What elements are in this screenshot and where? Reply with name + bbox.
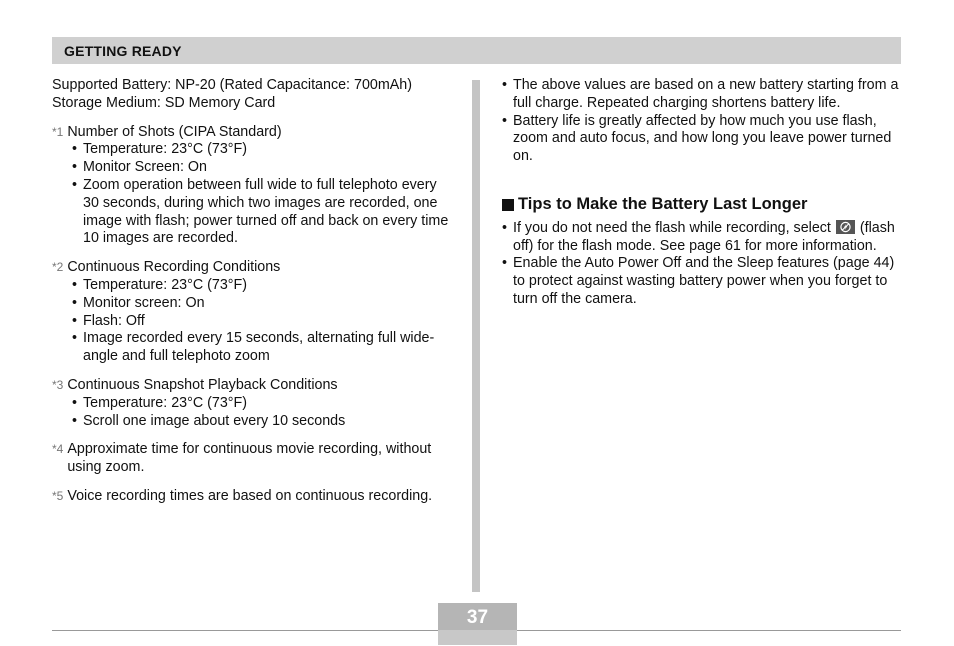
note-marker: *2 bbox=[52, 260, 64, 275]
note-2 bbox=[52, 259, 452, 366]
list-item: • If you do not need the flash while recording, select (flash off) for the flash mode. See page 61 for more information. bbox=[502, 219, 895, 254]
page-number: 37 bbox=[466, 607, 489, 628]
list-item: • Monitor Screen: On bbox=[72, 159, 207, 176]
note-marker: *4 bbox=[52, 442, 64, 457]
left-column bbox=[52, 77, 452, 506]
tips-heading-text: Tips to Make the Battery Last Longer bbox=[518, 194, 808, 213]
note-3 bbox=[52, 377, 452, 430]
list-item: • Zoom operation between full wide to full telephoto every 30 seconds, during which two images are recorded, one image with flash; power turned off and back on every time 10 images are recorded. bbox=[72, 176, 449, 247]
flash-off-icon bbox=[836, 220, 855, 234]
note-marker: *1 bbox=[52, 124, 64, 139]
note-4 bbox=[52, 441, 452, 477]
right-column bbox=[502, 77, 902, 309]
list-item: • Temperature: 23°C (73°F) bbox=[72, 394, 247, 411]
list-item: • Image recorded every 15 seconds, alternating full wide-angle and full telephoto zoom bbox=[72, 330, 435, 365]
note-title: Voice recording times are based on continuous recording. bbox=[67, 487, 433, 504]
note-marker: *3 bbox=[52, 377, 64, 392]
tip-1-before: If you do not need the flash while recording, select bbox=[513, 219, 831, 236]
list-item: • The above values are based on a new battery starting from a full charge. Repeated charging shortens battery life. bbox=[502, 77, 899, 111]
list-item: • Battery life is greatly affected by how much you use flash, zoom and auto focus, and how long you leave power turned on. bbox=[502, 112, 892, 165]
note-marker: *5 bbox=[52, 488, 64, 503]
tip-1-after: (flash off) for the flash mode. See page 61 for more information. bbox=[513, 219, 895, 254]
list-item: • Temperature: 23°C (73°F) bbox=[72, 276, 247, 293]
note-5 bbox=[52, 488, 452, 506]
column-divider bbox=[472, 80, 480, 592]
note-title: Continuous Recording Conditions bbox=[67, 259, 281, 276]
note-title: Number of Shots (CIPA Standard) bbox=[67, 123, 282, 140]
list-item: • Monitor screen: On bbox=[72, 294, 205, 311]
note-title: Continuous Snapshot Playback Conditions bbox=[67, 376, 338, 393]
tips-heading bbox=[502, 196, 902, 214]
list-item: • Flash: Off bbox=[72, 312, 145, 329]
storage-medium-text: Storage Medium: SD Memory Card bbox=[52, 94, 276, 111]
section-title: GETTING READY bbox=[64, 43, 182, 59]
page-number-box bbox=[438, 603, 517, 645]
section-header-bar bbox=[52, 37, 901, 64]
note-1 bbox=[52, 124, 452, 249]
supported-battery-text: Supported Battery: NP-20 (Rated Capacitance: 700mAh) bbox=[52, 77, 412, 93]
list-item: • Scroll one image about every 10 seconds bbox=[72, 412, 346, 429]
list-item: • Enable the Auto Power Off and the Sleep features (page 44) to protect against wasting battery power when you forget to turn off the camera. bbox=[502, 255, 895, 307]
square-bullet-icon bbox=[502, 199, 514, 211]
list-item: • Temperature: 23°C (73°F) bbox=[72, 141, 247, 158]
note-title: Approximate time for continuous movie recording, without using zoom. bbox=[67, 441, 432, 476]
